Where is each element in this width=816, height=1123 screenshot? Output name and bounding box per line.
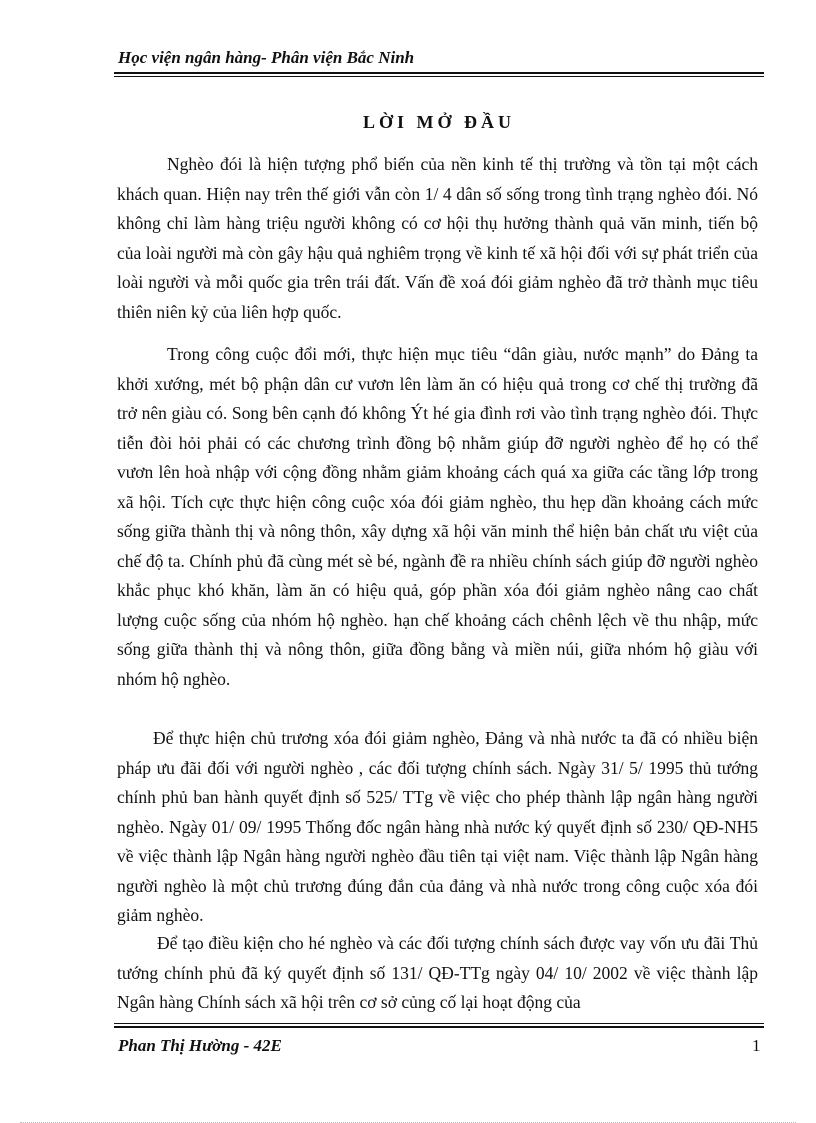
footer-author: Phan Thị Hường - 42E [118,1036,282,1055]
header-rule-bottom [114,76,764,77]
paragraph-2: Trong công cuộc đổi mới, thực hiện mục tiêu “dân giàu, nước mạnh” do Đảng ta khởi xướng, mét bộ phận dân cư vươn lên làm ăn có hiệu quả trong cơ chế thị trường đã trở nên giàu có. Song bên cạnh đó không Ýt hé gia đình rơi vào tình trạng nghèo đói. Thực tiễn đòi hỏi phải có các chương trình đồng bộ nhằm giúp đỡ người nghèo để họ có thể vươn lên hoà nhập với cộng đồng nhằm giảm khoảng cách quá xa giữa các tầng lớp trong xã hội. Tích cực thực hiện công cuộc xóa đói giảm nghèo, thu hẹp dần khoảng cách mức sống giữa thành thị và nông thôn, xây dựng xã hội văn minh thể hiện bản chất ưu việt của chế độ ta. Chính phủ đã cùng mét sè bé, ngành đề ra nhiều chính sách giúp đỡ người nghèo khắc phục khó khăn, làm ăn có hiệu quả, góp phần xóa đói giảm nghèo nâng cao chất lượng cuộc sống của nhóm hộ nghèo. hạn chế khoảng cách chênh lệch về thu nhập, mức sống giữa thành thị và nông thôn, giữa đồng bằng và miền núi, giữa nhóm hộ giàu với nhóm hộ nghèo. [117,344,758,689]
paragraph-1: Nghèo đói là hiện tượng phổ biến của nền kinh tế thị trường và tồn tại một cách khách quan. Hiện nay trên thế giới vẫn còn 1/ 4 dân số sống trong tình trạng nghèo đói. Nó không chỉ làm hàng triệu người không có cơ hội thụ hưởng thành quả văn minh, tiến bộ của loài người mà còn gây hậu quả nghiêm trọng về kinh tế xã hội đối với sự phát triển của loài người và mỗi quốc gia trên trái đất. Vấn đề xoá đói giảm nghèo đã trở thành mục tiêu thiên niên kỷ của liên hợp quốc. [117,154,758,322]
paragraph-4: Để tạo điều kiện cho hé nghèo và các đối tượng chính sách được vay vốn ưu đãi Thủ tướng chính phủ đã ký quyết định số 131/ QĐ-TTg ngày 04/ 10/ 2002 về việc thành lập Ngân hàng Chính sách xã hội trên cơ sở củng cố lại hoạt động của [117,933,758,1012]
page-number: 1 [752,1036,761,1055]
page-title: LỜI MỞ ĐẦU [363,112,515,132]
header-rule-top [114,72,764,74]
footer-rule-top [114,1023,764,1024]
paragraph-3: Để thực hiện chủ trương xóa đói giảm nghèo, Đảng và nhà nước ta đã có nhiều biện pháp ưu đãi đối với người nghèo , các đối tượng chính sách. Ngày 31/ 5/ 1995 thủ tướng chính phủ ban hành quyết định số 525/ TTg về việc cho phép thành lập ngân hàng người nghèo. Ngày 01/ 09/ 1995 Thống đốc ngân hàng nhà nước ký quyết định số 230/ QĐ-NH5 về việc thành lập Ngân hàng người nghèo đầu tiên tại việt nam. Việc thành lập Ngân hàng người nghèo là một chủ trương đúng đắn của đảng và nhà nước trong công cuộc xóa đói giảm nghèo. [117,728,758,925]
footer-rule-bottom [114,1026,764,1028]
running-header: Học viện ngân hàng- Phân viện Bắc Ninh [118,48,415,67]
